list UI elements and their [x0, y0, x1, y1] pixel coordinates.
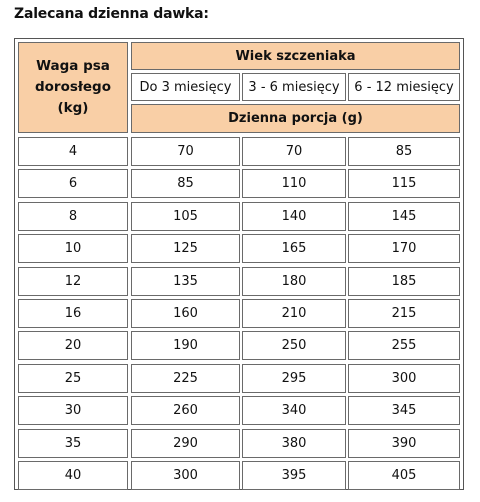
portion-cell: 70	[242, 137, 346, 166]
portion-cell: 145	[348, 202, 460, 231]
weight-cell: 25	[18, 364, 128, 393]
portion-cell: 125	[131, 234, 240, 263]
portion-cell: 165	[242, 234, 346, 263]
portion-cell: 70	[131, 137, 240, 166]
weight-cell: 12	[18, 267, 128, 296]
portion-cell: 390	[348, 429, 460, 458]
portion-cell: 345	[348, 396, 460, 425]
page-heading: Zalecana dzienna dawka:	[14, 6, 209, 22]
portion-cell: 110	[242, 169, 346, 198]
daily-portion-header: Dzienna porcja (g)	[131, 104, 460, 133]
portion-cell: 225	[131, 364, 240, 393]
portion-cell: 380	[242, 429, 346, 458]
portion-cell: 115	[348, 169, 460, 198]
weight-column-header: Waga psa dorosłego (kg)	[18, 42, 128, 133]
age-column-header: Do 3 miesięcy	[131, 73, 240, 101]
portion-cell: 300	[348, 364, 460, 393]
weight-cell: 16	[18, 299, 128, 328]
portion-cell: 255	[348, 331, 460, 360]
portion-cell: 290	[131, 429, 240, 458]
weight-cell: 10	[18, 234, 128, 263]
weight-cell: 40	[18, 461, 128, 490]
portion-cell: 140	[242, 202, 346, 231]
portion-cell: 180	[242, 267, 346, 296]
portion-cell: 190	[131, 331, 240, 360]
portion-cell: 405	[348, 461, 460, 490]
portion-cell: 340	[242, 396, 346, 425]
portion-cell: 135	[131, 267, 240, 296]
weight-cell: 20	[18, 331, 128, 360]
weight-cell: 6	[18, 169, 128, 198]
portion-cell: 85	[131, 169, 240, 198]
weight-cell: 4	[18, 137, 128, 166]
portion-cell: 300	[131, 461, 240, 490]
portion-cell: 85	[348, 137, 460, 166]
weight-cell: 35	[18, 429, 128, 458]
portion-cell: 105	[131, 202, 240, 231]
portion-cell: 185	[348, 267, 460, 296]
weight-cell: 8	[18, 202, 128, 231]
portion-cell: 250	[242, 331, 346, 360]
portion-cell: 295	[242, 364, 346, 393]
age-column-header: 3 - 6 miesięcy	[242, 73, 346, 101]
portion-cell: 260	[131, 396, 240, 425]
portion-cell: 170	[348, 234, 460, 263]
weight-cell: 30	[18, 396, 128, 425]
portion-cell: 215	[348, 299, 460, 328]
portion-cell: 160	[131, 299, 240, 328]
portion-cell: 210	[242, 299, 346, 328]
age-group-header: Wiek szczeniaka	[131, 42, 460, 70]
portion-cell: 395	[242, 461, 346, 490]
age-column-header: 6 - 12 miesięcy	[348, 73, 460, 101]
